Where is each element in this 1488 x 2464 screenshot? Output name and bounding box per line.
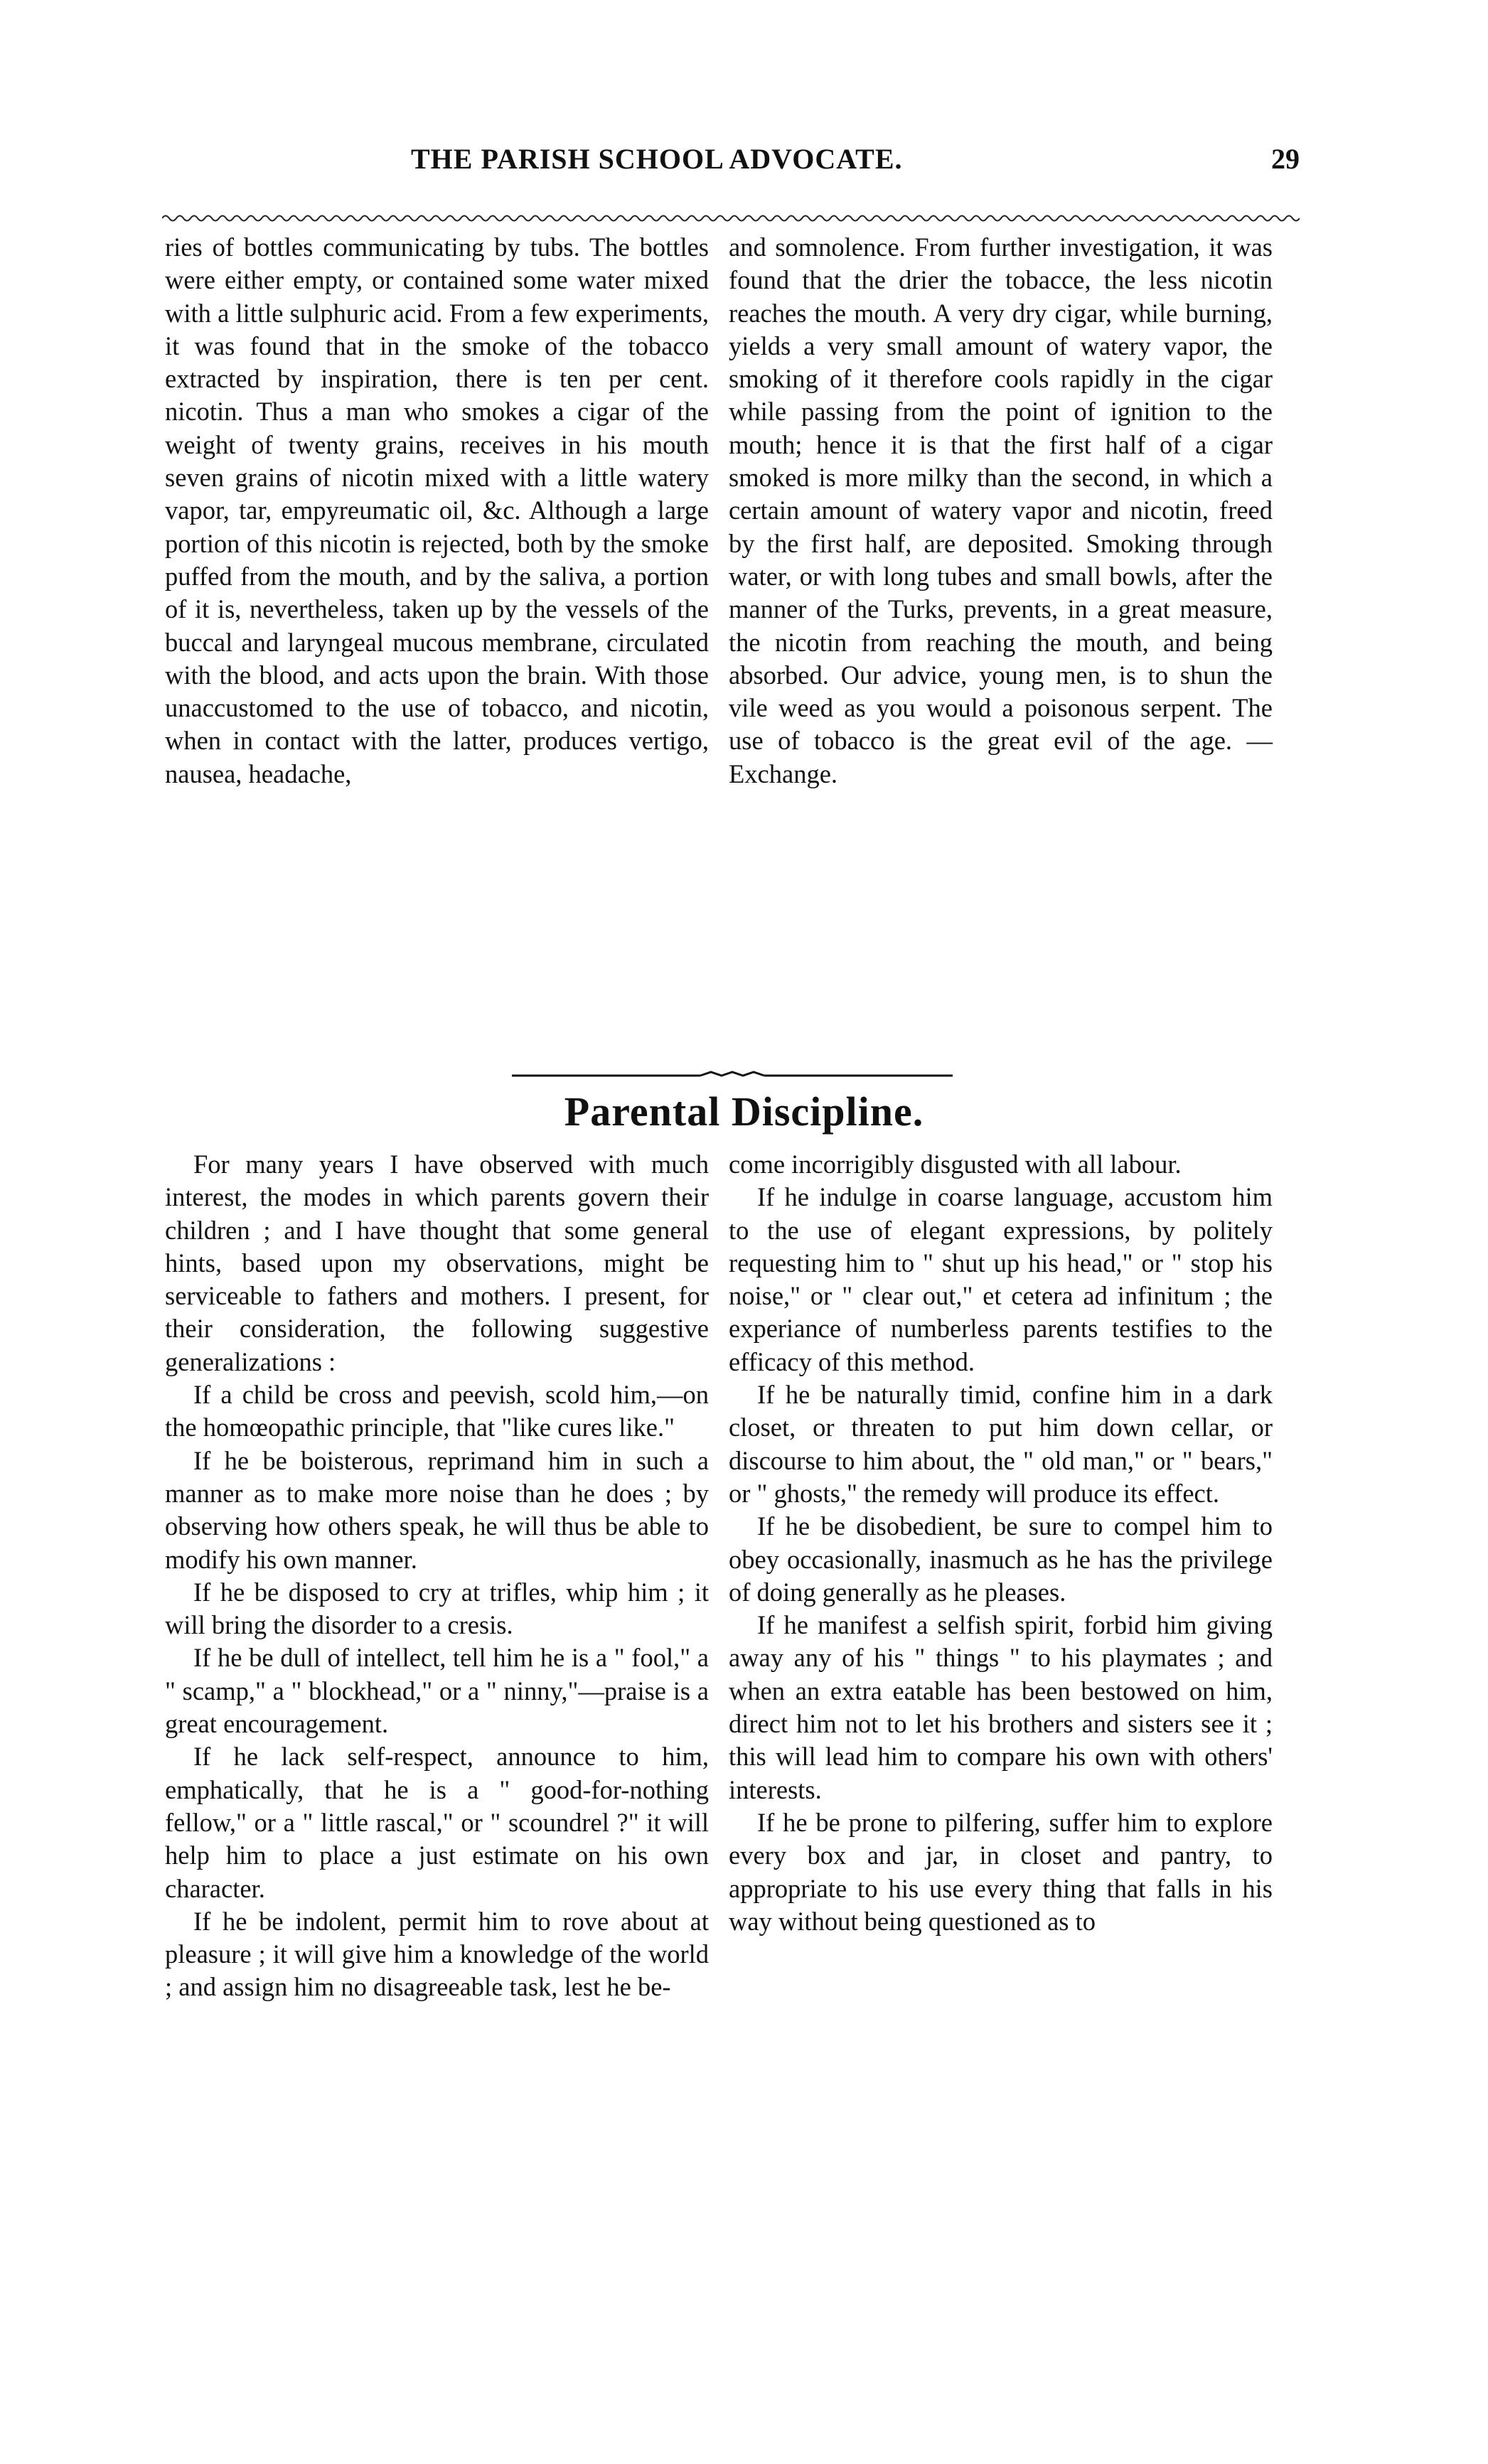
paragraph: If a child be cross and peevish, scold him,—on the homœopathic principle, that "like cures like.": [165, 1380, 709, 1442]
paragraph: For many years I have observed with much interest, the modes in which parents govern their children ; and I have thought that some general hints, based upon my observations, might be serviceable to fathers and mothers. I present, for their consideration, the following suggestive generalizations :: [165, 1150, 709, 1376]
paragraph: If he be disposed to cry at trifles, whip him ; it will bring the disorder to a cresis.: [165, 1577, 709, 1640]
paragraph: If he indulge in coarse language, accustom him to the use of elegant expressions, by politely requesting him to " shut up his head," or " stop his noise," or " clear out," et cetera ad infinitum ; the experiance of numberless parents testifies to the efficacy of this method.: [729, 1182, 1273, 1376]
page-header: [162, 142, 1300, 192]
article-text-continuation-right: and somnolence. From further investigation, it was found that the drier the tobacce, the less nicotin reaches the mouth. A very dry cigar, while burning, yields a very small amount of watery vapor, the smoking of it therefore cools rapidly in the cigar while passing from the point of ignition to the mouth; hence it is that the first half of a cigar smoked is more milky than the second, in which a certain amount of watery vapor and nicotin, freed by the first half, are deposited. Smoking through water, or with long tubes and small bowls, after the manner of the Turks, prevents, in a great measure, the nicotin from reaching the mouth, and being absorbed. Our advice, young men, is to shun the vile weed as you would a poisonous serpent. The use of tobacco is the great evil of the age. —Exchange.: [729, 232, 1273, 788]
paragraph: If he manifest a selfish spirit, forbid him giving away any of his " things " to his playmates ; and when an extra eatable has been bestowed on him, direct him not to let his brothers and sisters see it ; this will lead him to compare his own with others' interests.: [729, 1610, 1273, 1804]
paragraph: If he be indolent, permit him to rove about at pleasure ; it will give him a knowledge of the world ; and assign him no disagreeable task, lest he be-: [165, 1906, 709, 2002]
paragraph: If he be dull of intellect, tell him he is a " fool," a " scamp," a " blockhead," or a " ninny,"—praise is a great encouragement.: [165, 1643, 709, 1739]
paragraph: If he lack self-respect, announce to him, emphatically, that he is a " good-for-nothing fellow," or a " little rascal," or " scoundrel ?" it will help him to place a just estimate on his own character.: [165, 1742, 709, 1903]
section-divider: [512, 1071, 953, 1081]
running-title: THE PARISH SCHOOL ADVOCATE.: [411, 143, 903, 175]
bottom-left-column: [165, 1148, 709, 2004]
paragraph: If he be naturally timid, confine him in a dark closet, or threaten to put him down cellar, or discourse to him about, the " old man," or " bears," or " ghosts," the remedy will produce its effect.: [729, 1380, 1273, 1508]
top-right-column: [729, 231, 1273, 791]
article-text-continuation-left: ries of bottles communicating by tubs. The bottles were either empty, or contained some water mixed with a little sulphuric acid. From a few experiments, it was found that in the smoke of the tobacco extracted by inspiration, there is ten per cent. nicotin. Thus a man who smokes a cigar of the weight of twenty grains, receives in his mouth seven grains of nicotin mixed with a little watery vapor, tar, empyreumatic oil, &c. Although a large portion of this nicotin is rejected, both by the smoke puffed from the mouth, and by the saliva, a portion of it is, nevertheless, taken up by the vessels of the buccal and laryngeal mucous membrane, circulated with the blood, and acts upon the brain. With those unaccustomed to the use of tobacco, and nicotin, when in contact with the latter, produces vertigo, nausea, headache,: [165, 232, 709, 788]
top-left-column: [165, 231, 709, 791]
paragraph: If he be prone to pilfering, suffer him to explore every box and jar, in closet and pantry, to appropriate to his use every thing that falls in his way without being questioned as to: [729, 1807, 1273, 1936]
page-number: 29: [1271, 143, 1300, 175]
paragraph: come incorrigibly disgusted with all labour.: [729, 1150, 1182, 1179]
header-wavy-rule: [162, 213, 1300, 223]
paragraph: If he be disobedient, be sure to compel him to obey occasionally, inasmuch as he has the privilege of doing generally as he pleases.: [729, 1511, 1273, 1607]
paragraph: If he be boisterous, reprimand him in such a manner as to make more noise than he does ; by observing how others speak, he will thus be able to modify his own manner.: [165, 1445, 709, 1574]
bottom-right-column: [729, 1148, 1273, 1938]
section-title: Parental Discipline.: [564, 1088, 924, 1135]
